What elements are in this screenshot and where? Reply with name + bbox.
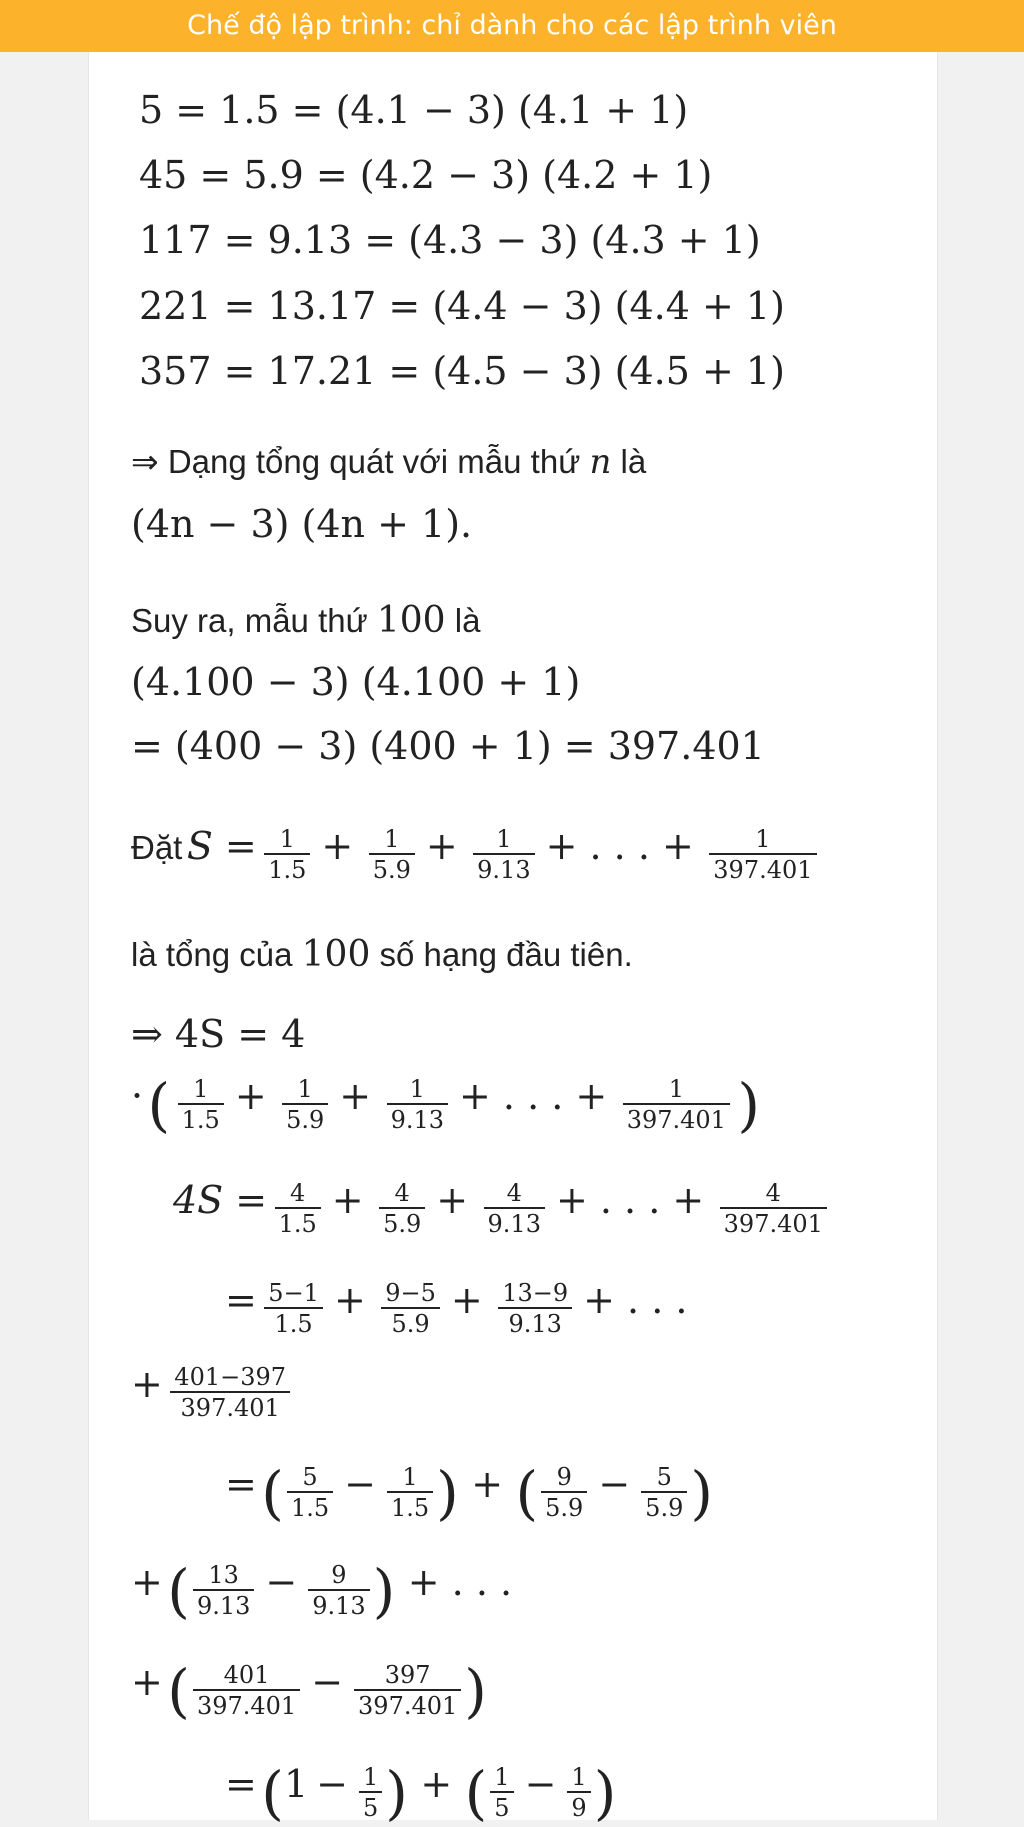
general-form-formula: (4n − 3) (4n + 1). xyxy=(131,502,473,546)
implies-4s: ⇒ 4S = 4 xyxy=(131,1012,306,1056)
equation-line-2: 45 = 5.9 = (4.2 − 3) (4.2 + 1) xyxy=(139,153,713,197)
difference-fractions-last: + $\frac{401-397}{397.401}$ xyxy=(131,1362,293,1423)
four-s-expansion: 4S = $\frac{4}{1.5}$ + $\frac{4}{5.9}$ + $\frac{4}{9.13}$ + . . . + $\frac{4}{397.401}$ xyxy=(173,1178,830,1239)
programming-mode-banner: Chế độ lập trình: chỉ dành cho các lập trình viên xyxy=(0,0,1024,52)
fraction: $\frac{1}{5.9}$ xyxy=(369,825,415,885)
hundredth-number: 100 xyxy=(376,600,446,641)
general-form-label-end: là xyxy=(620,443,647,480)
fraction: $\frac{1}{397.401}$ xyxy=(709,825,816,885)
fraction: $\frac{1}{9.13}$ xyxy=(473,825,534,885)
hundredth-term-formula: (4.100 − 3) (4.100 + 1) xyxy=(131,660,581,704)
variable-n: n xyxy=(589,442,612,482)
difference-fractions-line: = $\frac{5-1}{1.5}$ + $\frac{9-5}{5.9}$ + $\frac{13-9}{9.13}$ + . . . xyxy=(225,1278,688,1338)
split-fractions-line-3: + ( $\frac{401}{397.401}$ − $\frac{397}{397.401}$ ) xyxy=(131,1656,487,1725)
hundredth-term-result: = (400 − 3) (400 + 1) = 397.401 xyxy=(131,724,765,768)
general-form-label: ⇒ Dạng tổng quát với mẫu thứ xyxy=(131,443,581,480)
sum-description xyxy=(131,934,633,975)
equation-line-1: 5 = 1.5 = (4.1 − 3) (4.1 + 1) xyxy=(139,88,689,132)
dot-operator: · xyxy=(131,1074,144,1118)
split-fractions-line-1: = ( $\frac{5}{1.5}$ − $\frac{1}{1.5}$ ) + ( $\frac{9}{5.9}$ − $\frac{5}{5.9}$ ) xyxy=(225,1458,713,1527)
sum-text-1: là tổng của xyxy=(131,936,293,973)
sum-text-2: số hạng đầu tiên. xyxy=(379,936,633,973)
equation-line-3: 117 = 9.13 = (4.3 − 3) (4.3 + 1) xyxy=(139,218,761,262)
sum-number: 100 xyxy=(301,934,371,975)
general-form-text xyxy=(131,442,646,482)
define-s-line: Đặt S = $\frac{1}{1.5}$ + $\frac{1}{5.9}$ + $\frac{1}{9.13}$ + . . . + $\frac{1}{397.401}$ xyxy=(131,824,820,885)
hundredth-term-label: Suy ra, mẫu thứ xyxy=(131,602,368,639)
fraction: $\frac{1}{1.5}$ xyxy=(264,825,310,885)
equation-line-5: 357 = 17.21 = (4.5 − 3) (4.5 + 1) xyxy=(139,349,785,393)
telescoping-line: = (1 − $\frac{1}{5}$ ) + ( $\frac{1}{5}$ − $\frac{1}{9}$ ) xyxy=(225,1758,617,1827)
dat-label: Đặt xyxy=(131,829,183,866)
split-fractions-line-2: + ( $\frac{13}{9.13}$ − $\frac{9}{9.13}$ ) + . . . xyxy=(131,1556,513,1625)
s-equals: S = xyxy=(186,824,257,868)
bracket-sum-line: · ( $\frac{1}{1.5}$ + $\frac{1}{5.9}$ + $\frac{1}{9.13}$ + . . . + $\frac{1}{397.401}$ ) xyxy=(131,1070,761,1139)
hundredth-term-text xyxy=(131,600,480,641)
solution-card xyxy=(88,52,938,1827)
equation-line-4: 221 = 13.17 = (4.4 − 3) (4.4 + 1) xyxy=(139,284,785,328)
hundredth-term-label-end: là xyxy=(454,602,481,639)
